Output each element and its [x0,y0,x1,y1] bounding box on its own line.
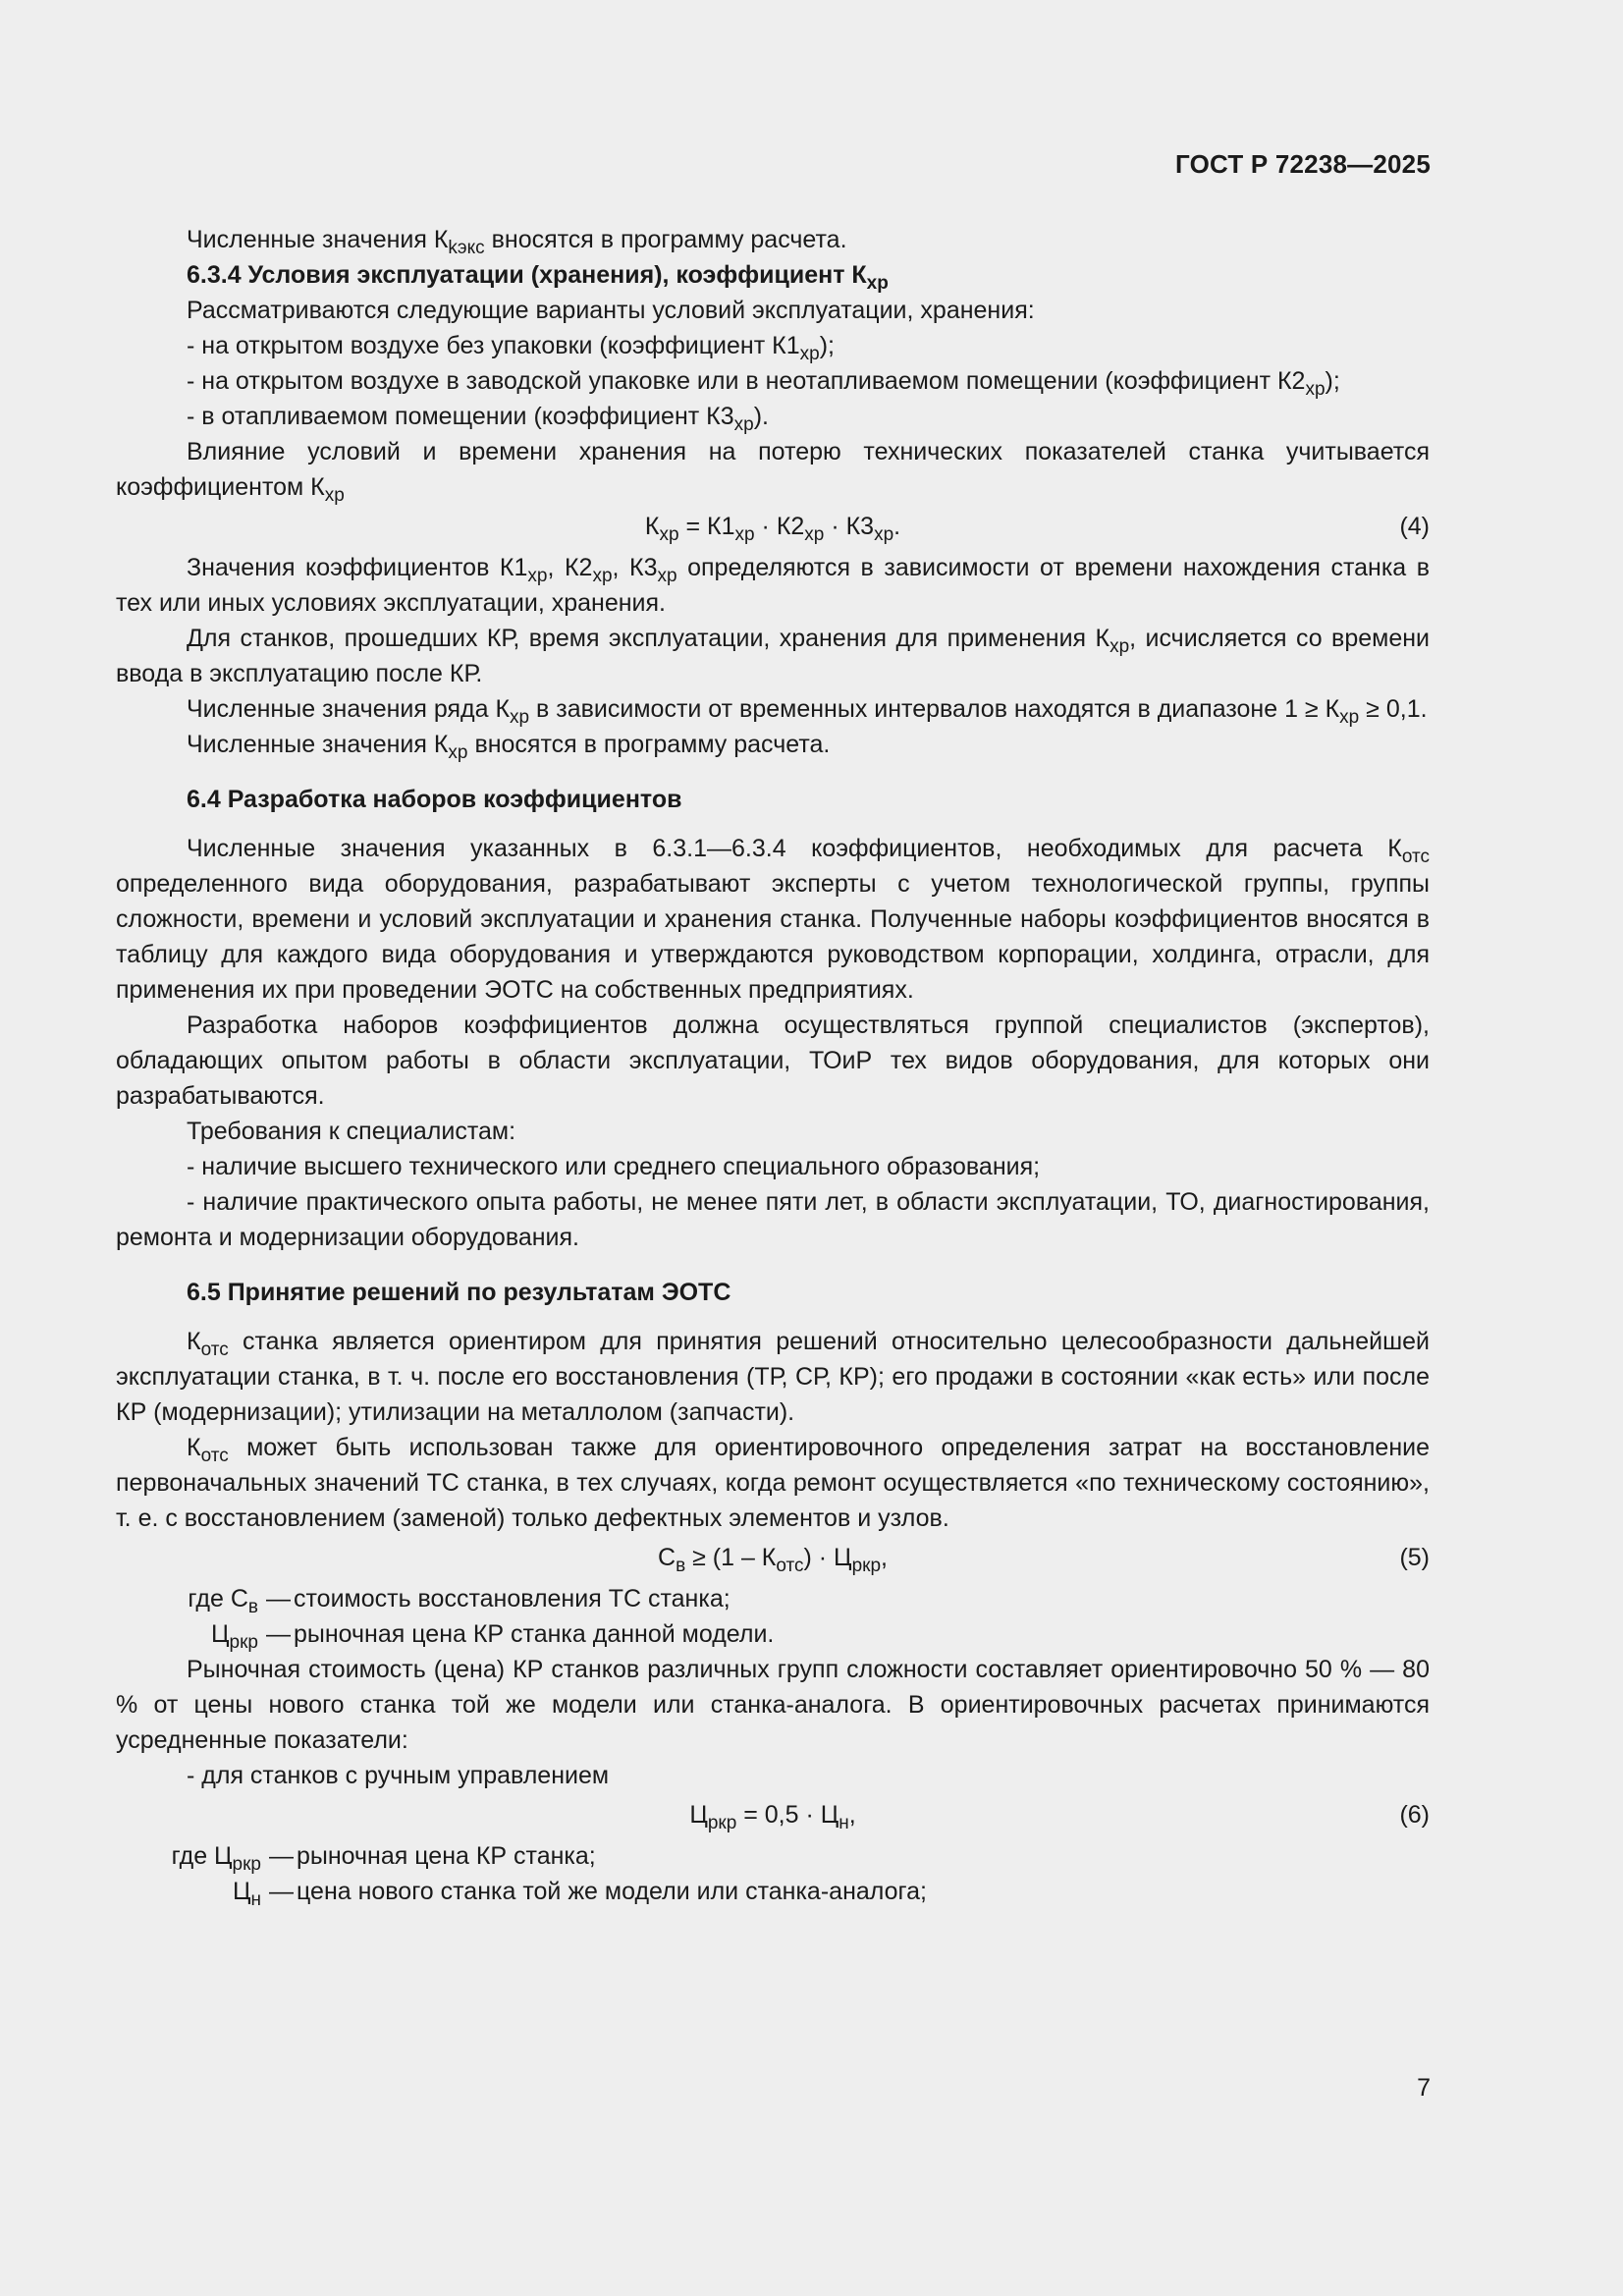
legend-text: цена нового станка той же модели или станка-аналога; [297,1878,927,1905]
formula-expression: $К_{хр} = К1_{хр} \cdot К2_{хр} \cdot К3_{хр}$. [644,513,901,545]
legend-dash: — [269,1878,294,1905]
paragraph: Требования к специалистам: [187,1118,516,1145]
legend-dash: — [266,1620,291,1648]
paragraph: Для станков, прошедших КР, время эксплуатации, хранения для применения $К_{хр}$, исчисляется со времени ввода в эксплуатацию после КР. [116,625,1430,687]
formula-expression: $Ц_{ркр} = 0,5 \cdot Ц_н$, [689,1801,856,1833]
paragraph: Значения коэффициентов $К1_{хр}$, $К2_{хр}$, $К3_{хр}$ определяются в зависимости от времени нахождения станка в тех или иных условиях эксплуатации, хранения. [116,554,1431,617]
list-item: - наличие практического опыта работы, не менее пяти лет, в области эксплуатации, ТО, диагностирования, ремонта и модернизации оборудования. [116,1188,1430,1251]
paragraph: Разработка наборов коэффициентов должна осуществляться группой специалистов (экспертов), обладающих опытом работы в области эксплуатации, ТОиР тех видов оборудования, для которых они разрабатываются. [116,1011,1430,1110]
legend-text: рыночная цена КР станка; [297,1842,596,1870]
list-item: - на открытом воздухе без упаковки (коэффициент $К1_{хр}$); [187,332,835,364]
paragraph: $К_{отс}$ может быть использован также для ориентировочного определения затрат на восстановление первоначальных значений ТС станка, в тех случаях, когда ремонт осуществляется «по техническому состоянию», т. е. с восстановлением (заменой) только дефектных элементов и узлов. [116,1434,1430,1532]
legend-symbol: $Ц_{ркр}$ [211,1620,258,1653]
formula-expression: $С_в \ge (1 - К_{отс}) \cdot Ц_{ркр}$, [658,1544,888,1576]
paragraph: Численные значения ряда $К_{хр}$ в зависимости от временных интервалов находятся в диапазоне $1 \ge К_{хр} \ge 0,1$. [187,695,1428,728]
heading-6-3-4: 6.3.4 Условия эксплуатации (хранения), коэффициент $К_{хр}$ [187,261,889,294]
document-body [116,222,1430,1909]
formula-number: (4) [1399,513,1430,540]
legend-text: стоимость восстановления ТС станка; [294,1585,730,1613]
formula-6 [116,1797,1430,1834]
formula-5 [116,1540,1430,1577]
page-number: 7 [1417,2074,1431,2102]
paragraph: Численные значения $К_{kэкс}$ вносятся в программу расчета. [187,226,847,258]
standard-code: ГОСТ Р 72238—2025 [1175,149,1431,179]
paragraph: Рассматриваются следующие варианты условий эксплуатации, хранения: [187,297,1035,324]
list-item: - для станков с ручным управлением [187,1762,610,1789]
list-item: - наличие высшего технического или среднего специального образования; [187,1153,1041,1180]
heading-6-4: 6.4 Разработка наборов коэффициентов [187,786,682,813]
formula-4 [116,509,1430,546]
legend-text: рыночная цена КР станка данной модели. [294,1620,775,1648]
paragraph: Численные значения $К_{хр}$ вносятся в программу расчета. [187,731,831,763]
formula-number: (5) [1399,1544,1430,1571]
formula-number: (6) [1399,1801,1430,1829]
legend-symbol: $Ц_н$ [233,1878,261,1910]
heading-6-5: 6.5 Принятие решений по результатам ЭОТС [187,1279,731,1306]
formula-legend [124,1838,1430,1909]
paragraph: $К_{отс}$ станка является ориентиром для принятия решений относительно целесообразности дальнейшей эксплуатации станка, в т. ч. после его восстановления (ТР, СР, КР); его продажи в состоянии «как есть» или после КР (модернизации); утилизации на металлолом (запчасти). [116,1328,1430,1426]
list-item: - в отапливаемом помещении (коэффициент $К3_{хр}$). [187,403,769,435]
legend-symbol: где $Ц_{ркр}$ [171,1842,261,1875]
paragraph: Влияние условий и времени хранения на потерю технических показателей станка учитывается коэффициентом $К_{хр}$ [116,438,1430,506]
list-item: - на открытом воздухе в заводской упаковке или в неотапливаемом помещении (коэффициент $К2_{хр}$); [187,367,1340,400]
legend-dash: — [269,1842,294,1870]
paragraph: Численные значения указанных в 6.3.1—6.3.4 коэффициентов, необходимых для расчета $К_{отс}$ определенного вида оборудования, разрабатывают эксперты с учетом технологической группы, группы сложности, времени и условий эксплуатации и хранения станка. Полученные наборы коэффициентов вносятся в таблицу для каждого вида оборудования и утверждаются руководством корпорации, холдинга, отрасли, для применения их при проведении ЭОТС на собственных предприятиях. [116,835,1430,1004]
legend-dash: — [266,1585,291,1613]
legend-symbol: где $С_в$ [188,1585,258,1617]
formula-legend [124,1581,1430,1652]
paragraph: Рыночная стоимость (цена) КР станков различных групп сложности составляет ориентировочно 50 % — 80 % от цены нового станка той же модели или станка-аналога. В ориентировочных расчетах принимаются усредненные показатели: [116,1656,1430,1754]
